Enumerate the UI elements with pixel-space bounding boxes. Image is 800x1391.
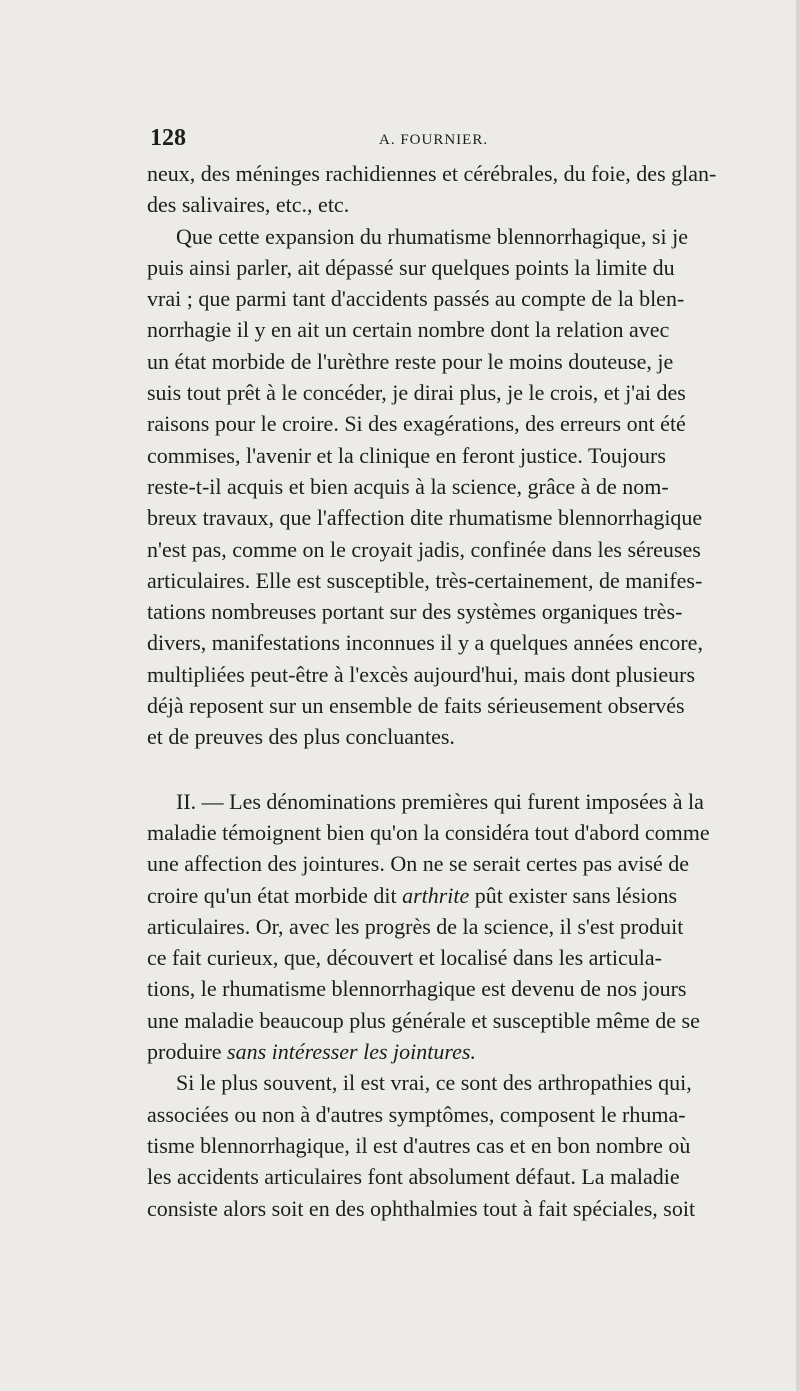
page-number: 128 [150,125,186,151]
text-line: une affection des jointures. On ne se serait certes pas avisé de [147,851,690,877]
text-line: neux, des méninges rachidiennes et cérébrales, du foie, des glan- [147,161,717,186]
text-line: consiste alors soit en des ophthalmies tout à fait spéciales, soit [147,1195,696,1221]
text-fragment: pût exister sans lésions [469,882,678,908]
text-line: puis ainsi parler, ait dépassé sur quelques points la limite du [147,254,675,280]
text-fragment: produire [147,1039,228,1065]
italic-phrase: sans intéresser les jointures. [227,1039,476,1065]
text-line: raisons pour le croire. Si des exagérations, des erreurs ont été [147,411,686,437]
text-line: tions, le rhumatisme blennorrhagique est devenu de nos jours [147,976,687,1002]
text-line: une maladie beaucoup plus générale et susceptible même de se [147,1007,700,1033]
text-line: n'est pas, comme on le croyait jadis, confinée dans les séreuses [147,536,701,562]
text-line: breux travaux, que l'affection dite rhumatisme blennorrhagique [147,505,703,531]
text-line [147,1036,737,1067]
text-line: associées ou non à d'autres symptômes, composent le rhuma- [147,1101,686,1127]
text-line: déjà reposent sur un ensemble de faits sérieusement observés [147,693,685,719]
text-line: II. — Les dénominations premières qui furent imposées à la [176,788,704,814]
page-edge [796,0,800,1391]
text-line: tations nombreuses portant sur des systèmes organiques très- [147,599,683,625]
text-line: les accidents articulaires font absolument défaut. La maladie [147,1164,680,1190]
text-line: norrhagie il y en ait un certain nombre dont la relation avec [147,317,670,343]
page-header [150,125,740,154]
text-line [147,880,737,911]
text-line: des salivaires, etc., etc. [147,192,350,218]
text-line: articulaires. Elle est susceptible, très-certainement, de manifes- [147,567,703,593]
text-line: multipliées peut-être à l'excès aujourd'hui, mais dont plusieurs [147,661,696,687]
section-gap [147,753,737,786]
body-text [147,158,737,1224]
text-line: maladie témoignent bien qu'on la considéra tout d'abord comme [147,819,710,845]
text-line: ce fait curieux, que, découvert et localisé dans les articula- [147,945,662,971]
text-line: tisme blennorrhagique, il est d'autres cas et en bon nombre où [147,1132,691,1158]
italic-term: arthrite [402,882,470,908]
text-line: articulaires. Or, avec les progrès de la science, il s'est produit [147,913,684,939]
text-fragment: croire qu'un état morbide dit [147,882,403,908]
text-line: un état morbide de l'urèthre reste pour le moins douteuse, je [147,348,674,374]
text-line: reste-t-il acquis et bien acquis à la science, grâce à de nom- [147,473,669,499]
text-line: Que cette expansion du rhumatisme blennorrhagique, si je [176,223,688,249]
text-line: et de preuves des plus concluantes. [147,724,455,750]
text-line: Si le plus souvent, il est vrai, ce sont des arthropathies qui, [176,1070,692,1096]
running-head: A. FOURNIER. [379,132,489,148]
text-line: vrai ; que parmi tant d'accidents passés au compte de la blen- [147,286,685,312]
text-line: commises, l'avenir et la clinique en feront justice. Toujours [147,442,666,468]
text-line: suis tout prêt à le concéder, je dirai plus, je le crois, et j'ai des [147,380,686,406]
text-line: divers, manifestations inconnues il y a quelques années encore, [147,630,703,656]
